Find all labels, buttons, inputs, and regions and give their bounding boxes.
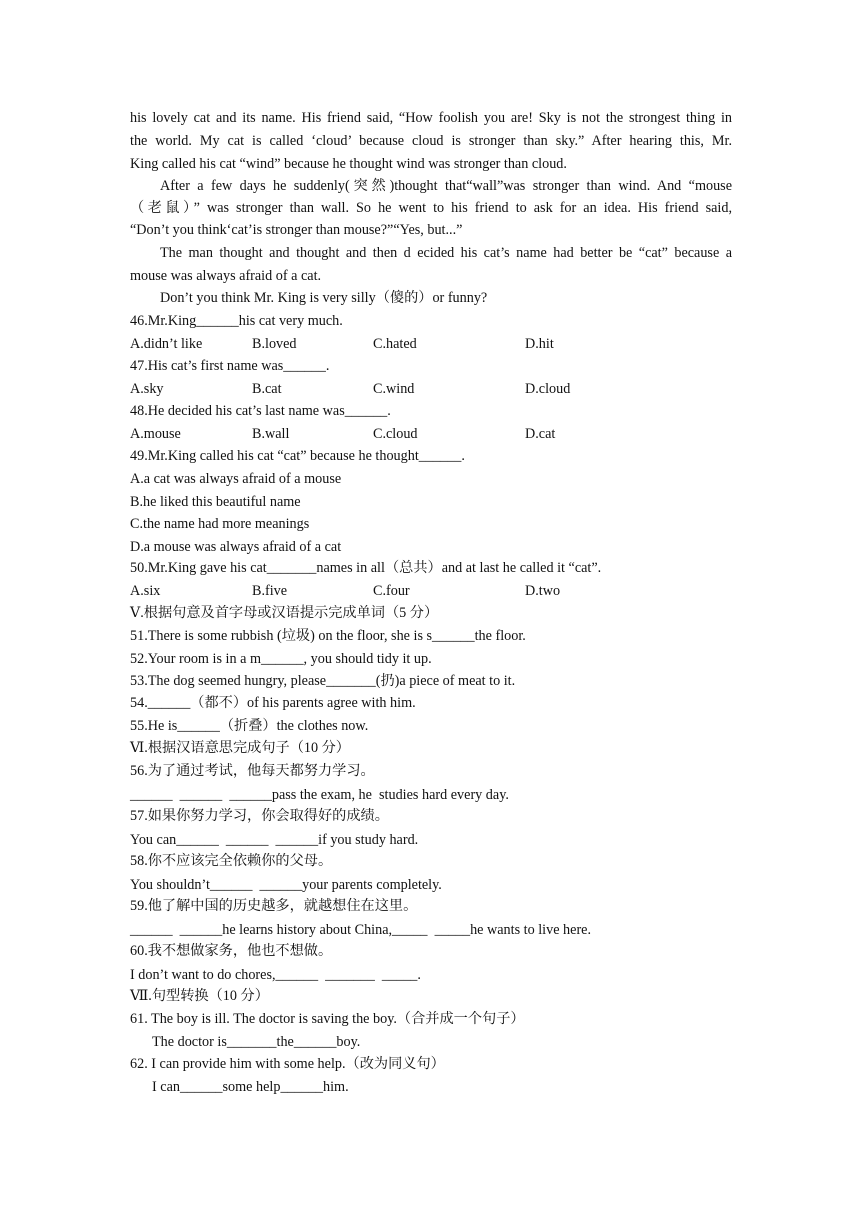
option-c[interactable]: C.wind — [373, 381, 415, 397]
chinese-prompt: 58.你不应该完全依赖你的父母。 — [130, 853, 333, 869]
option-a[interactable]: A.sky — [130, 381, 164, 397]
question-47: 47.His cat’s first name was______. — [130, 358, 330, 374]
passage-line: his lovely cat and its name. His friend said, “How foolish you are! Sky is not the strongest thing in — [130, 110, 732, 126]
option-b[interactable]: B.wall — [252, 426, 290, 442]
answer-line: ______ ______ ______pass the exam, he studies hard every day. — [130, 787, 509, 803]
question-62: 62. I can provide him with some help.（改为同义句） — [130, 1056, 445, 1072]
passage-line: Don’t you think Mr. King is very silly（傻的）or funny? — [160, 290, 488, 306]
option-d[interactable]: D.a mouse was always afraid of a cat — [130, 539, 342, 555]
fill-blank-item: 51.There is some rubbish (垃圾) on the floor, she is s______the floor. — [130, 628, 526, 644]
passage-line: （老鼠）” was stronger than wall. So he went to his friend to ask for an idea. His friend said, — [130, 200, 732, 216]
option-d[interactable]: D.two — [525, 583, 561, 599]
fill-blank-item: 55.He is______（折叠）the clothes now. — [130, 718, 369, 734]
option-d[interactable]: D.cat — [525, 426, 556, 442]
answer-line: You shouldn’t______ ______your parents completely. — [130, 877, 442, 893]
question-61: 61. The boy is ill. The doctor is saving the boy.（合并成一个句子） — [130, 1011, 525, 1027]
answer-line: I can______some help______him. — [152, 1079, 349, 1095]
section-heading: Ⅴ.根据句意及首字母或汉语提示完成单词（5 分） — [130, 605, 439, 621]
option-a[interactable]: A.a cat was always afraid of a mouse — [130, 471, 342, 487]
option-a[interactable]: A.didn’t like — [130, 336, 203, 352]
option-b[interactable]: B.loved — [252, 336, 297, 352]
option-a[interactable]: A.mouse — [130, 426, 181, 442]
option-d[interactable]: D.hit — [525, 336, 554, 352]
fill-blank-item: 54.______（都不）of his parents agree with him. — [130, 695, 416, 711]
section-heading: Ⅵ.根据汉语意思完成句子（10 分） — [130, 740, 350, 756]
passage-line: “Don’t you think‘cat’is stronger than mouse?”“Yes, but...” — [130, 222, 463, 238]
question-46: 46.Mr.King______his cat very much. — [130, 313, 343, 329]
question-48: 48.He decided his cat’s last name was______. — [130, 403, 391, 419]
chinese-prompt: 60.我不想做家务，他也不想做。 — [130, 943, 333, 959]
option-d[interactable]: D.cloud — [525, 381, 571, 397]
answer-line: ______ ______he learns history about China,_____ _____he wants to live here. — [130, 922, 592, 938]
answer-line: The doctor is_______the______boy. — [152, 1034, 361, 1050]
option-b[interactable]: B.five — [252, 583, 288, 599]
passage-line: After a few days he suddenly(突然)thought that“wall”was stronger than wind. And “mouse — [160, 178, 732, 194]
option-c[interactable]: C.four — [373, 583, 410, 599]
passage-line: the world. My cat is called ‘cloud’ because cloud is stronger than sky.” After hearing this, Mr. — [130, 133, 732, 149]
option-c[interactable]: C.hated — [373, 336, 417, 352]
passage-line: The man thought and thought and then d ecided his cat’s name had better be “cat” because a — [160, 245, 732, 261]
question-49: 49.Mr.King called his cat “cat” because he thought______. — [130, 448, 465, 464]
fill-blank-item: 52.Your room is in a m______, you should tidy it up. — [130, 651, 432, 667]
fill-blank-item: 53.The dog seemed hungry, please_______(扔)a piece of meat to it. — [130, 673, 516, 689]
option-a[interactable]: A.six — [130, 583, 161, 599]
passage-line: King called his cat “wind” because he thought wind was stronger than cloud. — [130, 156, 567, 172]
passage-line: mouse was always afraid of a cat. — [130, 268, 322, 284]
option-c[interactable]: C.cloud — [373, 426, 418, 442]
chinese-prompt: 59.他了解中国的历史越多，就越想住在这里。 — [130, 898, 418, 914]
question-50: 50.Mr.King gave his cat_______names in all（总共）and at last he called it “cat”. — [130, 560, 602, 576]
section-heading: Ⅶ.句型转换（10 分） — [130, 988, 269, 1004]
chinese-prompt: 57.如果你努力学习，你会取得好的成绩。 — [130, 808, 389, 824]
answer-line: I don’t want to do chores,______ _______ _____. — [130, 967, 421, 983]
option-b[interactable]: B.he liked this beautiful name — [130, 494, 301, 510]
option-c[interactable]: C.the name had more meanings — [130, 516, 310, 532]
answer-line: You can______ ______ ______if you study hard. — [130, 832, 419, 848]
chinese-prompt: 56.为了通过考试，他每天都努力学习。 — [130, 763, 375, 779]
option-b[interactable]: B.cat — [252, 381, 282, 397]
